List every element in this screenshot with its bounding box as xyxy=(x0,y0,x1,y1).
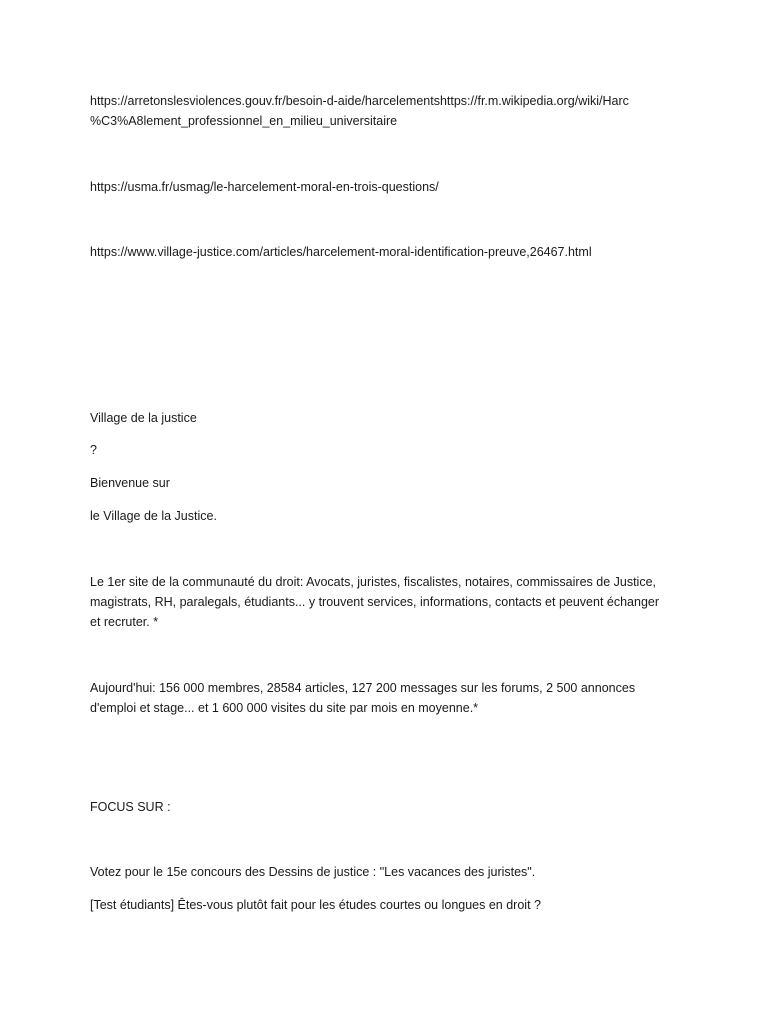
url-paragraph-usma: https://usma.fr/usmag/le-harcelement-moral-en-trois-questions/ xyxy=(90,180,439,194)
question-mark: ? xyxy=(90,443,97,457)
url-paragraph-arretons-wikipedia: https://arretonslesviolences.gouv.fr/besoin-d-aide/harcelementshttps://fr.m.wikipedia.org/wiki/Harc %C3%A8lement_professionnel_en_milieu_universitaire xyxy=(90,94,629,128)
focus-item-student-test: [Test étudiants] Êtes-vous plutôt fait pour les études courtes ou longues en droit ? xyxy=(90,898,541,912)
url-paragraph-village-justice: https://www.village-justice.com/articles/harcelement-moral-identification-preuve,26467.html xyxy=(90,245,592,259)
focus-item-contest: Votez pour le 15e concours des Dessins de justice : "Les vacances des juristes". xyxy=(90,865,536,879)
welcome-line: Bienvenue sur xyxy=(90,476,170,490)
focus-heading: FOCUS SUR : xyxy=(90,800,171,814)
site-statistics: Aujourd'hui: 156 000 membres, 28584 articles, 127 200 messages sur les forums, 2 500 annonces d'emploi et stage... et 1 600 000 visites du site par mois en moyenne.* xyxy=(90,681,636,715)
site-description: Le 1er site de la communauté du droit: Avocats, juristes, fiscalistes, notaires, commissaires de Justice, magistrats, RH, paralegals, étudiants... y trouvent services, informations, contacts et peuvent échanger et recruter. * xyxy=(90,575,660,629)
welcome-site-name: le Village de la Justice. xyxy=(90,509,217,523)
site-title: Village de la justice xyxy=(90,411,197,425)
